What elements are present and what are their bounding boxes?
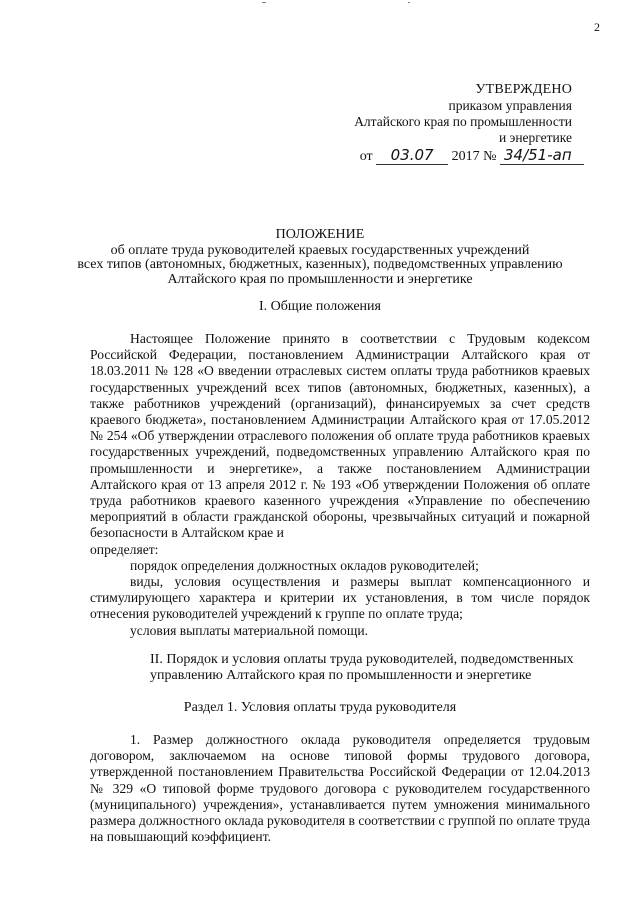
title-line: Алтайского края по промышленности и энергетике	[167, 271, 473, 287]
order-dateline	[360, 146, 584, 165]
order-year: 2017 №	[451, 149, 497, 164]
handwritten-order-number: 34/51-ап	[500, 146, 584, 165]
list-item: порядок определения должностных окладов руководителей;	[130, 557, 479, 573]
razdel-1-title: Раздел 1. Условия оплаты труда руководителя	[183, 700, 457, 715]
approval-line: приказом управления	[448, 98, 572, 113]
list-item: виды, условия осуществления и размеры выплат компенсационного и стимулирующего характера и критерии их установления, в том числе порядок отнесения руководителей учреждений к группе по оплате труда;	[90, 574, 590, 622]
handwritten-date: 03.07	[376, 146, 448, 165]
scan-artifact	[408, 2, 410, 3]
page-number: 2	[594, 20, 600, 34]
title-line: об оплате труда руководителей краевых государственных учреждений	[110, 242, 530, 258]
title-heading: ПОЛОЖЕНИЕ	[275, 227, 365, 242]
list-item: условия выплаты материальной помощи.	[130, 622, 368, 638]
point-1-text	[90, 732, 590, 845]
approval-title: УТВЕРЖДЕНО	[475, 82, 572, 97]
approval-block	[354, 82, 572, 146]
approval-line: и энергетике	[498, 130, 572, 145]
scan-artifact	[262, 2, 266, 3]
approval-line: Алтайского края по промышленности	[354, 114, 572, 129]
date-prefix: от	[359, 149, 373, 164]
document-title	[0, 228, 640, 287]
general-provisions-text	[90, 331, 590, 639]
section-1-title: I. Общие положения	[259, 299, 381, 314]
title-line: всех типов (автономных, бюджетных, казенных), подведомственных управлению	[77, 257, 563, 272]
paragraph: 1. Размер должностного оклада руководителя определяется трудовым договором, заключаемом на основе типовой формы трудового договора, утвержденной постановлением Правительства Российской Федерации от 12.04.2013 № 329 «О типовой форме трудового договора с руководителем государственного (муниципального) учреждения», устанавливается путем умножения минимального размера должностного оклада руководителя в соответствии с группой по оплате труда на повышающий коэффициент.	[90, 732, 590, 845]
paragraph: Настоящее Положение принято в соответствии с Трудовым кодексом Российской Федерации, постановлением Администрации Алтайского края от 18.03.2011 № 128 «О введении отраслевых систем оплаты труда работников краевых государственных учреждений всех типов (автономных, бюджетных, казенных), а также работников учреждений (организаций), финансируемых за счет средств краевого бюджета», постановлением Администрации Алтайского края от 17.05.2012 № 254 «Об утверждении отраслевого положения об оплате труда работников краевых государственных учреждений, подведомственных управлению Алтайского края по промышленности и энергетике», а также постановлением Администрации Алтайского края от 13 апреля 2012 г. № 193 «Об утверждении Положения об оплате труда работников краевого казенного учреждения «Управление по обеспечению мероприятий в области гражданской обороны, чрезвычайных ситуаций и пожарной безопасности в Алтайском крае и	[90, 331, 590, 541]
section-2-title: II. Порядок и условия оплаты труда руководителей, подведомственных управлению Алтайского края по промышленности и энергетике	[150, 652, 574, 683]
paragraph: определяет:	[90, 541, 159, 557]
